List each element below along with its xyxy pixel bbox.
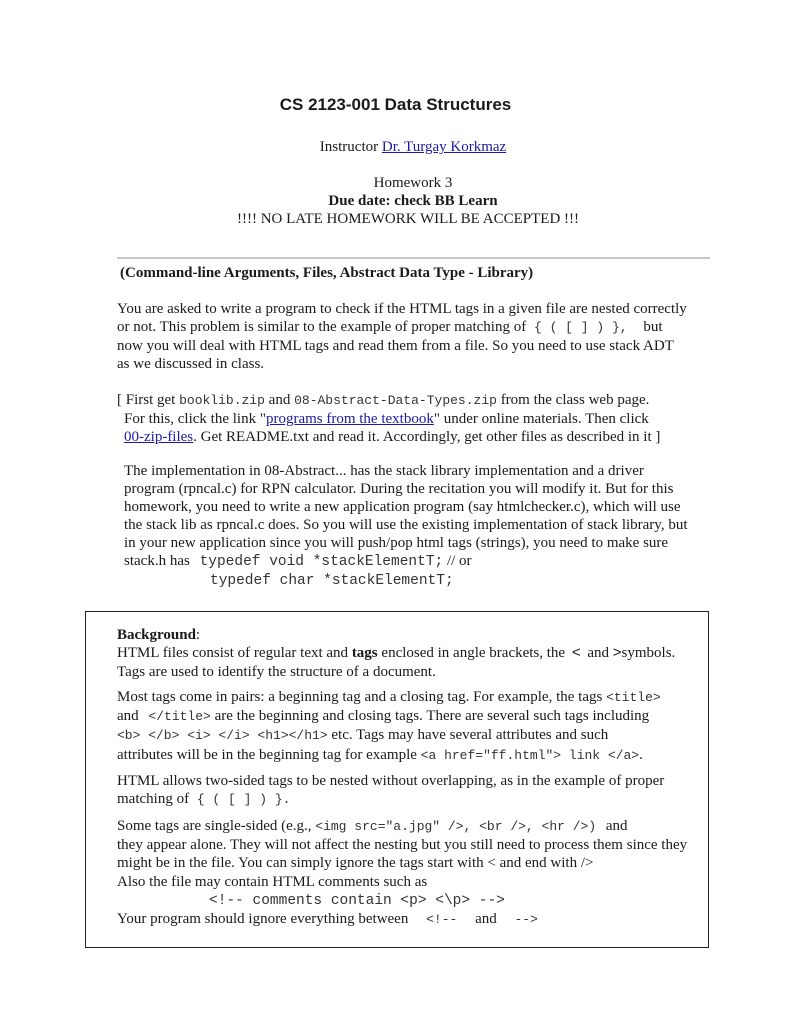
impl-line: in your new application since you will push/pop html tags (strings), you need to make sure <box>124 535 669 551</box>
background-line: they appear alone. They will not affect the nesting but you still need to process them since they <box>117 836 688 853</box>
background-section <box>117 626 712 929</box>
impl-line <box>124 571 714 590</box>
title-close-tag: </title> <box>148 709 211 725</box>
programs-textbook-link[interactable]: programs from the textbook <box>265 411 434 427</box>
page-title: CS 2123-001 Data Structures <box>279 95 512 114</box>
single-tags-code: <img src="a.jpg" />, <br />, <hr />) <box>315 818 597 834</box>
background-line: Your program should ignore everything between <!-- and --> <box>117 911 538 928</box>
files-line: For this, click the link "programs from the textbook" under online materials. Then click <box>124 411 649 427</box>
instructor-link[interactable]: Dr. Turgay Korkmaz <box>381 139 507 155</box>
background-line: Some tags are single-sided (e.g., <img src="a.jpg" />, <br />, <hr />) and <box>117 817 628 834</box>
background-heading: Background <box>117 627 196 643</box>
intro-paragraph <box>117 300 707 373</box>
comment-example-code: <!-- comments contain <p> <\p> --> <box>209 892 505 909</box>
intro-line: now you will deal with HTML tags and read them from a file. So you need to use stack ADT <box>117 338 674 354</box>
comment-open-code: <!-- <box>426 912 458 928</box>
intro-line: or not. This problem is similar to the example of proper matching of { ( [ ] ) }, but <box>117 319 663 335</box>
impl-line: The implementation in 08-Abstract... has the stack library implementation and a driver <box>124 463 644 479</box>
section-heading: (Command-line Arguments, Files, Abstract Data Type - Library) <box>120 265 534 281</box>
impl-line: the stack lib as rpncal.c does. So you will use the existing implementation of stack library, but <box>124 517 688 533</box>
intro-line: as we discussed in class. <box>117 356 265 372</box>
background-line <box>117 891 712 910</box>
impl-line: stack.h has typedef void *stackElementT; // or <box>124 553 472 570</box>
files-line: [ First get booklib.zip and 08-Abstract-Data-Types.zip from the class web page. <box>117 392 650 408</box>
background-heading-line: Background: <box>117 627 201 643</box>
background-line: <b> </b> <i> </i> <h1></h1> etc. Tags may have several attributes and such <box>117 727 609 744</box>
background-line: might be in the file. You can simply ignore the tags start with < and end with /> <box>117 855 594 872</box>
impl-line: homework, you need to write a new application program (say htmlchecker.c), which will use <box>124 499 681 515</box>
background-line: Tags are used to identify the structure of a document. <box>117 663 436 680</box>
anchor-example-code: <a href="ff.html"> link </a> <box>420 747 640 763</box>
background-line: Most tags come in pairs: a beginning tag and a closing tag. For example, the tags <title> <box>117 688 661 705</box>
typedef-void-code: typedef void *stackElementT; <box>199 554 444 570</box>
background-line: HTML files consist of regular text and tags enclosed in angle brackets, the < and >symbols. <box>117 644 676 662</box>
filename-abstract: 08-Abstract-Data-Types.zip <box>294 393 497 408</box>
implementation-paragraph <box>124 462 714 590</box>
title-open-tag: <title> <box>606 689 661 705</box>
homework-number: Homework 3 <box>373 175 453 191</box>
late-notice: !!!! NO LATE HOMEWORK WILL BE ACCEPTED !!! <box>236 211 580 227</box>
impl-line: program (rpncal.c) for RPN calculator. During the recitation you will modify it. But for this <box>124 481 674 497</box>
zip-files-link[interactable]: 00-zip-files <box>124 429 194 445</box>
filename-booklib: booklib.zip <box>179 393 265 408</box>
brackets-code: { ( [ ] ) }. <box>196 792 291 808</box>
tags-list-code: <b> </b> <i> </i> <h1></h1> <box>117 728 328 744</box>
instructor-line <box>0 139 791 156</box>
divider <box>117 257 710 259</box>
instructor-label: Instructor <box>319 139 379 155</box>
background-line: matching of { ( [ ] ) }. <box>117 791 291 808</box>
comment-close-code: --> <box>514 912 538 928</box>
background-line: attributes will be in the beginning tag for example <a href="ff.html"> link </a>. <box>117 746 643 763</box>
intro-line: You are asked to write a program to check if the HTML tags in a given file are nested correctly <box>117 301 687 317</box>
files-line: 00-zip-files. Get README.txt and read it. Accordingly, get other files as described in it ] <box>124 429 661 445</box>
due-date: Due date: check BB Learn <box>328 193 498 209</box>
brackets-code: { ( [ ] ) }, <box>533 320 628 335</box>
background-line: HTML allows two-sided tags to be nested without overlapping, as in the example of proper <box>117 773 665 790</box>
typedef-char-code: typedef char *stackElementT; <box>210 573 454 589</box>
background-line: and </title> are the beginning and closing tags. There are several such tags including <box>117 708 650 725</box>
background-line: Also the file may contain HTML comments such as <box>117 873 428 890</box>
files-paragraph <box>117 391 717 446</box>
